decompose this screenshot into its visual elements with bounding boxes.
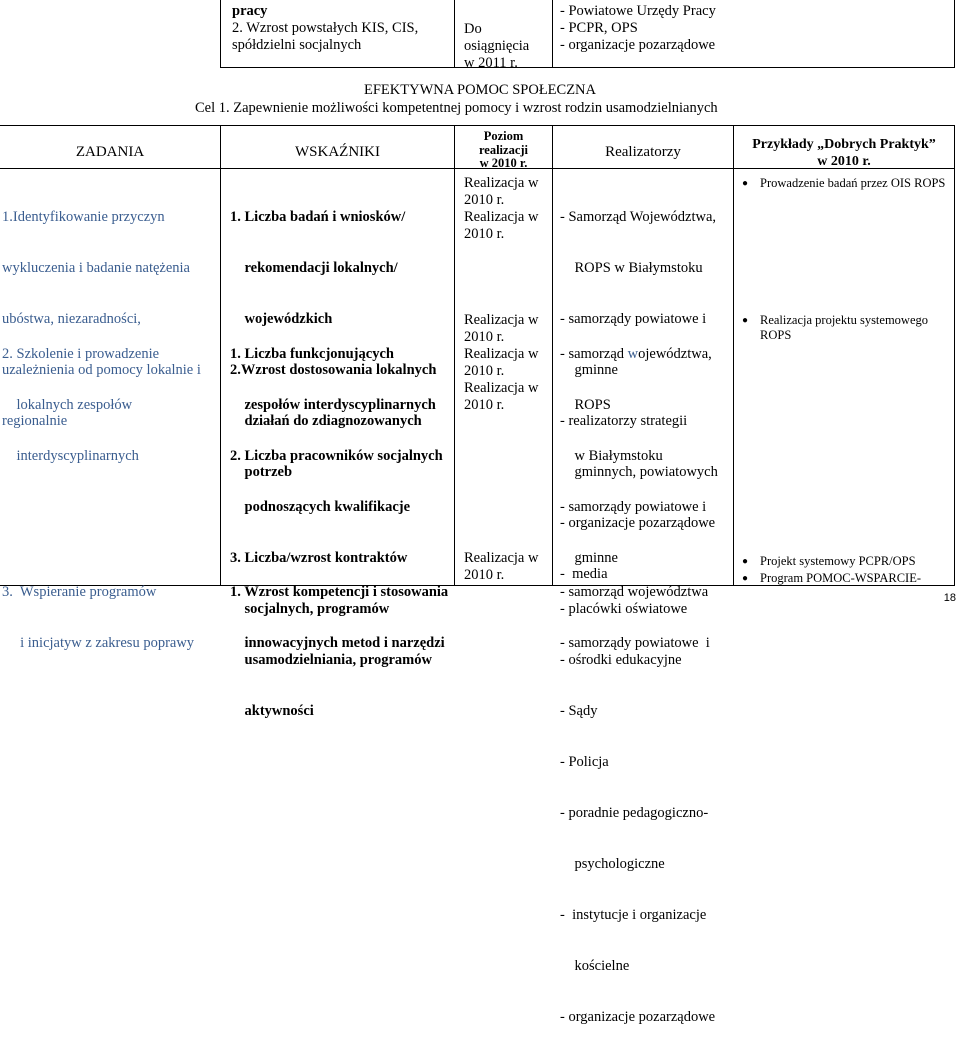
header-zadania: ZADANIA [75,144,145,160]
levels-2: Realizacja w 2010 r. Realizacja w 2010 r. Realizacja w 2010 r. [464,312,539,413]
goal-title: Cel 1. Zapewnienie możliwości kompetentnej pomocy i wzrost rodzin usamodzielnianych [195,100,718,116]
levels-1: Realizacja w 2010 r. Realizacja w 2010 r. [464,175,539,242]
example-item: ● Program POMOC-WSPARCIE- [738,570,952,587]
indicators-3: 1. Wzrost kompetencji i stosowania innowacyjnych metod i narzędzi [230,584,449,651]
realizers-3: - samorząd województwa - samorządy powiatowe i [560,584,710,651]
top-col2: pracy 2. Wzrost powstałych KIS, CIS, spółdzielni socjalnych [232,3,419,53]
indicators-1: 1. Liczba badań i wniosków/ rekomendacji lokalnych/ wojewódzkich 2.Wzrost dostosowania lokalnych działań do zdiagnozowanych potrzeb [230,209,437,480]
header-realizatorzy: Realizatorzy [605,144,681,160]
header-poziom: Poziom realizacji w 2010 r. [478,129,529,170]
header-wskazniki: WSKAŹNIKI [295,144,380,160]
task-2: 2. Szkolenie i prowadzenie lokalnych zespołów interdyscyplinarnych [2,346,160,464]
example-item: ● Realizacja projektu systemowego ROPS [738,313,952,343]
examples-1 [738,176,952,191]
realizers-2: - samorząd województwa, ROPS w Białymstoku - samorządy powiatowe i gminne - placówki oświatowe - ośrodki edukacyjne - Sądy - Policja - poradnie pedagogiczno- psychologiczne - instytucje i organizacje kościelne - organizacje pozarządowe [560,346,716,1025]
example-item: ● Prowadzenie badań przez OIS ROPS [738,176,952,191]
top-col3: Do osiągnięcia w 2011 r. [464,21,530,71]
task-3: 3. Wspieranie programów i inicjatyw z zakresu poprawy [2,584,195,651]
examples-3 [738,553,952,587]
header-przyklady: Przykłady „Dobrych Praktyk” w 2010 r. [752,137,936,169]
levels-3: Realizacja w 2010 r. [464,550,539,583]
top-col4: - Powiatowe Urzędy Pracy - PCPR, OPS - organizacje pozarządowe [560,3,716,53]
section-title: EFEKTYWNA POMOC SPOŁECZNA [363,82,596,98]
realizers-1: - Samorząd Województwa, ROPS w Białymstoku - samorządy powiatowe i gminne - realizatorzy strategii gminnych, powiatowych - organizacje pozarządowe - media [560,209,718,582]
indicators-2: 1. Liczba funkcjonujących zespołów interdyscyplinarnych 2. Liczba pracowników socjalnych podnoszących kwalifikacje 3. Liczba/wzrost kontraktów socjalnych, programów usamodzielniania, programów aktywności [230,346,443,719]
example-item: ● Projekt systemowy PCPR/OPS [738,553,952,570]
examples-2 [738,313,952,343]
page-number: 18 [943,592,956,604]
task-1: 1.Identyfikowanie przyczyn wykluczenia i badanie natężenia ubóstwa, niezaradności, uzależnienia od pomocy lokalnie i regionalnie [2,209,201,429]
